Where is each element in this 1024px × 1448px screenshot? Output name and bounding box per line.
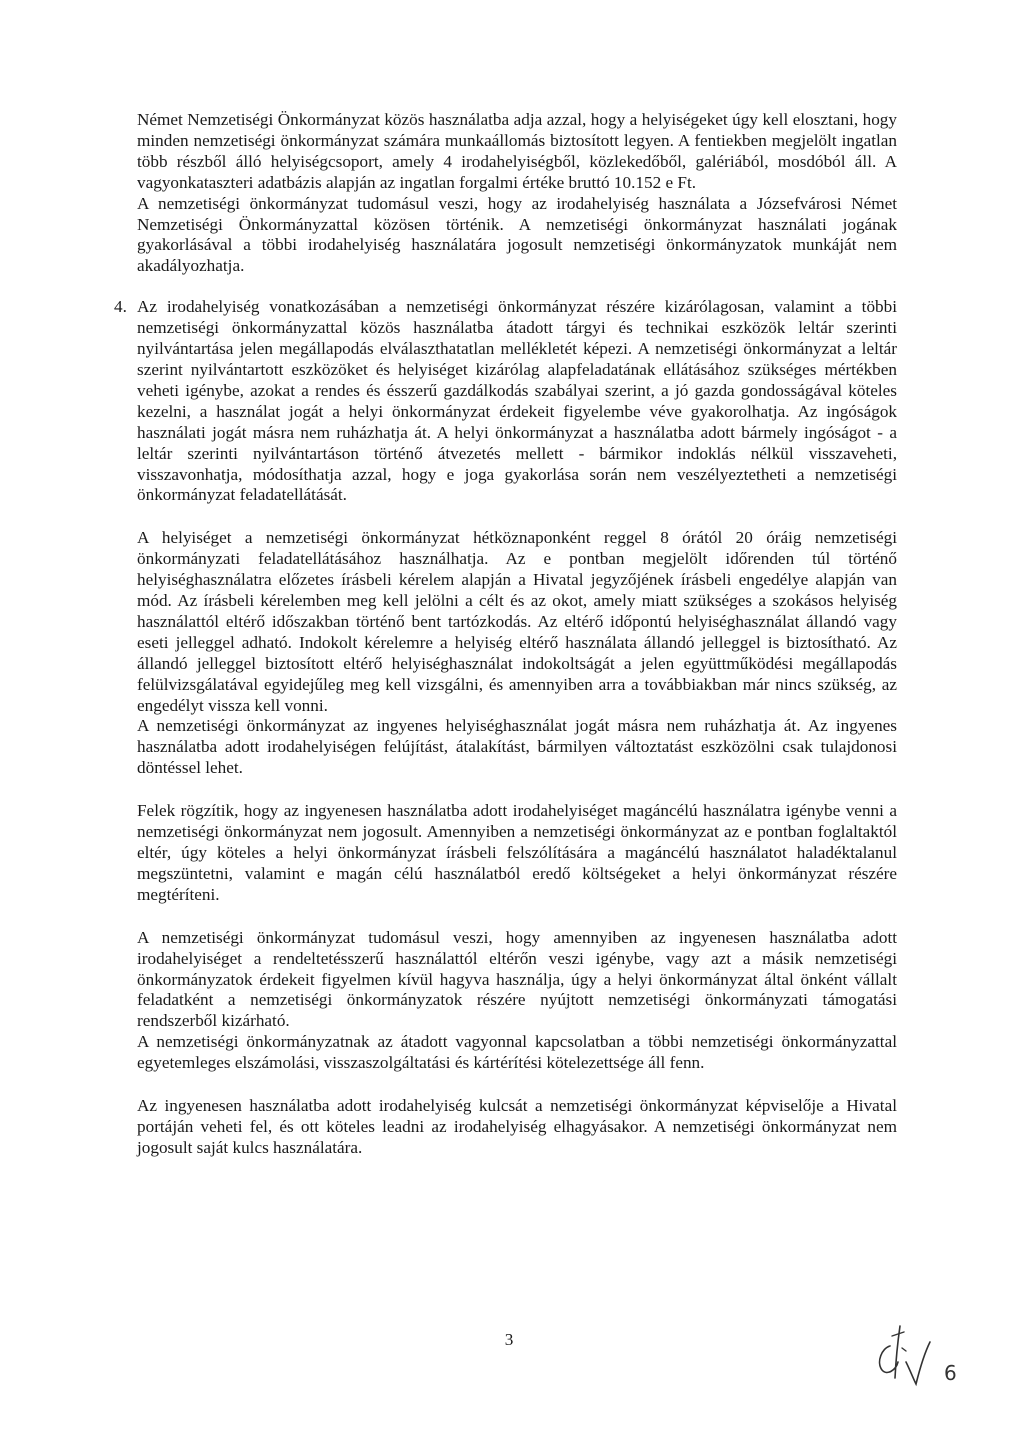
section-4: [114, 297, 897, 506]
paragraph-exclusion: A nemzetiségi önkormányzat tudomásul veszi, hogy amennyiben az ingyenesen használatba adott irodahelyiséget a rendeltetésszerű használattól eltérőn veszi igénybe, vagy azt a másik nemzetiségi önkormányzatok érdekeit figyelmen kívül hagyva használja, úgy a helyi önkormányzat által önként vállalt feladatként a nemzetiségi önkormányzatok részére nyújtott nemzetiségi önkormányzati támogatási rendszerből kizárható.: [137, 927, 897, 1031]
paragraph-private-use: Felek rögzítik, hogy az ingyenesen használatba adott irodahelyiséget magáncélú használatra igénybe venni a nemzetiségi önkormányzat nem jogosult. Amennyiben a nemzetiségi önkormányzat az e pontban foglaltaktól eltér, úgy köteles a helyi önkormányzat írásbeli felszólítására a magáncélú használatot haladéktalanul megszüntetni, valamint e magán célú használatból eredő költségeket a helyi önkormányzat részére megtéríteni.: [137, 801, 897, 904]
intro-paragraph-2: A nemzetiségi önkormányzat tudomásul veszi, hogy az irodahelyiség használata a Józsefvárosi Német Nemzetiségi Önkormányzattal közösen történik. A nemzetiségi önkormányzat használati jogának gyakorlásával a többi irodahelyiség használatára jogosult nemzetiségi önkormányzatok munkáját nem akadályozhatja.: [137, 193, 897, 276]
handwritten-signature: [858, 1318, 968, 1388]
section-4-text: Az irodahelyiség vonatkozásában a nemzetiségi önkormányzat részére kizárólagosan, valamint a többi nemzetiségi önkormányzattal közös használatba átadott tárgyi és technikai eszközök leltár szerinti nyilvántartása jelen megállapodás elválaszthatatlan mellékletét képezi. A nemzetiségi önkormányzat a leltár szerint nyilvántartott eszközöket és helyiséget kizárólag alapfeladatának ellátásához szükséges mértékben veheti igénybe, azokat a rendes és ésszerű gazdálkodás szabályai szerint, a jó gazda gondosságával köteles kezelni, a használat jogát a helyi önkormányzat érdekeit figyelembe véve gyakorolhatja. Az ingóságok használati jogát másra nem ruházhatja át. A helyi önkormányzat a használatba adott bármely ingóságot - a leltár szerinti nyilvántartáson történő átvezetés mellett - bármikor indoklás nélkül visszaveheti, visszavonhatja, módosíthatja azzal, hogy e joga gyakorlása során nem veszélyeztetheti a nemzetiségi önkormányzat feladatellátását.: [137, 297, 897, 505]
paragraph-transfer: A nemzetiségi önkormányzat az ingyenes helyiséghasználat jogát másra nem ruházhatja át. Az ingyenes használatba adott irodahelyiségen felújítást, átalakítást, bármilyen változtatást eszközölni csak tulajdonosi döntéssel lehet.: [137, 716, 897, 778]
intro-paragraph-1: Német Nemzetiségi Önkormányzat közös használatba adja azzal, hogy a helyiségeket úgy kell elosztani, hogy minden nemzetiségi önkormányzat számára munkaállomás biztosított legyen. A fentiekben megjelölt ingatlan több részből álló helyiségcsoport, amely 4 irodahelyiségből, közlekedőből, galériából, mosdóból áll. A vagyonkataszteri adatbázis alapján az ingatlan forgalmi értéke bruttó 10.152 e Ft.: [137, 110, 897, 192]
paragraph-liability: A nemzetiségi önkormányzatnak az átadott vagyonnal kapcsolatban a többi nemzetiségi önkormányzattal egyetemleges elszámolási, visszaszolgáltatási és kártérítési kötelezettsége áll fenn.: [137, 1032, 897, 1073]
document-body: [114, 110, 897, 1159]
paragraph-hours: A helyiséget a nemzetiségi önkormányzat hétköznaponként reggel 8 órától 20 óráig nemzetiségi önkormányzati feladatellátásához használhatja. Az e pontban megjelölt időrenden túl történő helyiséghasználatra előzetes írásbeli kérelem alapján a Hivatal jegyzőjének írásbeli engedélye alapján van mód. Az írásbeli kérelemben meg kell jelölni a célt és az okot, amely miatt szükséges a szokásos helyiség használattól eltérő időszakban történő bent tartózkodás. Az eltérő időpontú helyiséghasználat állandó vagy eseti jelleggel adható. Indokolt kérelemre a helyiség eltérő használata állandó jelleggel is biztosítható. Az állandó jelleggel biztosított eltérő helyiséghasználat indokoltságát a jelen együttműködési megállapodás felülvizsgálatával egyidejűleg meg kell vizsgálni, és amennyiben arra a továbbiakban már nincs szükség, az engedélyt vissza kell vonni.: [137, 528, 897, 715]
paragraph-keys: Az ingyenesen használatba adott irodahelyiség kulcsát a nemzetiségi önkormányzat képviselője a Hivatal portáján veheti fel, és ott köteles leadni az irodahelyiség elhagyásakor. A nemzetiségi önkormányzat nem jogosult saját kulcs használatára.: [137, 1096, 897, 1157]
svg-text:6: 6: [944, 1361, 957, 1385]
page-number: 3: [504, 1330, 514, 1349]
section-4-number: 4.: [114, 297, 127, 317]
